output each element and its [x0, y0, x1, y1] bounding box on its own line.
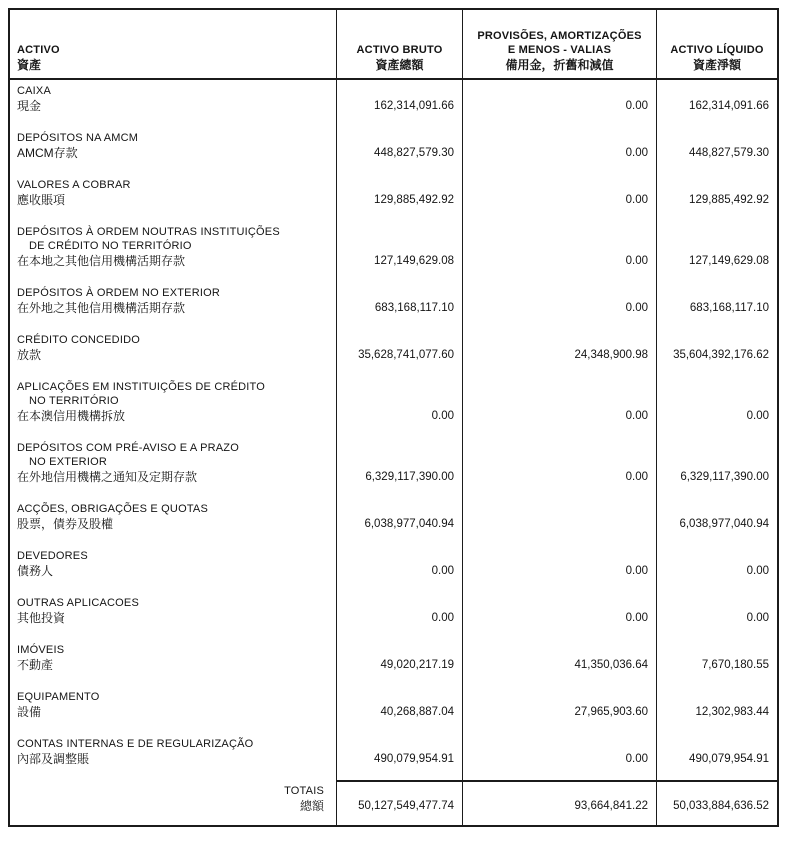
- row-label: [10, 733, 337, 780]
- table-row: [10, 733, 777, 780]
- row-label: [10, 221, 337, 282]
- cell-provisions: 0.00: [463, 733, 657, 780]
- table-row: [10, 376, 777, 437]
- cell-net: 6,329,117,390.00: [680, 471, 769, 483]
- column-header-activo-bruto: [337, 10, 463, 78]
- column-header-provisoes-zh: 備用金，折舊和減值: [505, 58, 614, 72]
- cell-net: 448,827,579.30: [689, 147, 769, 159]
- cell-provisions: 0.00: [463, 592, 657, 639]
- cell-gross: 0.00: [337, 545, 463, 592]
- table-row: [10, 639, 777, 686]
- cell-provisions: 0.00: [463, 282, 657, 329]
- cell-provisions: 0.00: [463, 437, 657, 498]
- cell-provisions: 0.00: [463, 376, 657, 437]
- row-label-zh: 在外地之其他信用機構活期存款: [17, 301, 186, 315]
- table-header: [10, 10, 777, 80]
- row-label: [10, 282, 337, 329]
- row-label-pt: DEPÓSITOS COM PRÉ-AVISO E A PRAZO: [17, 442, 239, 454]
- row-label-zh: 在本澳信用機構拆放: [17, 409, 126, 423]
- cell-gross: 6,038,977,040.94: [337, 498, 463, 545]
- cell-gross: 448,827,579.30: [337, 127, 463, 174]
- cell-gross: 0.00: [337, 376, 463, 437]
- row-label-zh: 設備: [17, 705, 42, 719]
- cell-net: 127,149,629.08: [689, 255, 769, 267]
- row-label: [10, 686, 337, 733]
- row-label: [10, 376, 337, 437]
- row-label-pt: ACÇÕES, OBRIGAÇÕES E QUOTAS: [17, 503, 209, 515]
- cell-gross: 683,168,117.10: [337, 282, 463, 329]
- table-row: [10, 592, 777, 639]
- cell-provisions: 0.00: [463, 80, 657, 127]
- column-header-provisoes-pt-line2: E MENOS - VALIAS: [507, 44, 612, 56]
- table-row: [10, 127, 777, 174]
- row-label-zh: 其他投資: [17, 611, 66, 625]
- cell-gross: 49,020,217.19: [337, 639, 463, 686]
- cell-net: 12,302,983.44: [695, 706, 769, 718]
- table-row: [10, 498, 777, 545]
- row-label-zh: 不動產: [17, 658, 54, 672]
- table-row: [10, 80, 777, 127]
- cell-gross: 162,314,091.66: [337, 80, 463, 127]
- totals-label-pt: TOTAIS: [284, 785, 324, 797]
- row-label: [10, 639, 337, 686]
- row-label-pt: DEVEDORES: [17, 550, 88, 562]
- row-label-pt: CRÉDITO CONCEDIDO: [17, 334, 140, 346]
- row-label-pt: CONTAS INTERNAS E DE REGULARIZAÇÃO: [17, 738, 254, 750]
- row-label-zh: 應收賬項: [17, 193, 66, 207]
- row-label-pt: EQUIPAMENTO: [17, 691, 100, 703]
- column-header-provisoes: [463, 10, 657, 78]
- row-label-zh: 債務人: [17, 564, 54, 578]
- totals-label: [10, 780, 337, 825]
- totals-row: [10, 780, 777, 825]
- cell-provisions: 0.00: [463, 221, 657, 282]
- row-label-pt: OUTRAS APLICACOES: [17, 597, 139, 609]
- table-row: [10, 174, 777, 221]
- row-label-pt: DE CRÉDITO NO TERRITÓRIO: [29, 240, 192, 252]
- table-row: [10, 221, 777, 282]
- cell-gross: 0.00: [337, 592, 463, 639]
- totals-provisions-value: 93,664,841.22: [463, 780, 657, 825]
- row-label-zh: AMCM存款: [17, 146, 78, 160]
- cell-gross: 40,268,887.04: [337, 686, 463, 733]
- column-header-activo-pt: ACTIVO: [17, 44, 60, 56]
- cell-gross: 490,079,954.91: [337, 733, 463, 780]
- table-row: [10, 282, 777, 329]
- row-label-pt: DEPÓSITOS À ORDEM NO EXTERIOR: [17, 287, 221, 299]
- totals-gross-value: 50,127,549,477.74: [337, 780, 463, 825]
- cell-net: 0.00: [746, 410, 769, 422]
- assets-table: [8, 8, 779, 827]
- column-header-activo-liquido-pt: ACTIVO LÍQUIDO: [670, 44, 764, 56]
- row-label-zh: 現金: [17, 99, 42, 113]
- column-header-activo-liquido-zh: 資產淨額: [692, 58, 741, 72]
- row-label: [10, 127, 337, 174]
- totals-net-value: 50,033,884,636.52: [657, 780, 777, 825]
- row-label-pt: DEPÓSITOS NA AMCM: [17, 132, 139, 144]
- row-label-pt: NO TERRITÓRIO: [29, 395, 119, 407]
- row-label: [10, 174, 337, 221]
- cell-provisions: 41,350,036.64: [463, 639, 657, 686]
- row-label-pt: VALORES A COBRAR: [17, 179, 131, 191]
- row-label-pt: CAIXA: [17, 85, 52, 97]
- cell-net: 683,168,117.10: [689, 302, 769, 314]
- cell-net: 0.00: [746, 565, 769, 577]
- row-label-zh: 內部及調整賬: [17, 752, 90, 766]
- row-label: [10, 498, 337, 545]
- row-label-pt: NO EXTERIOR: [29, 456, 107, 468]
- cell-provisions: 27,965,903.60: [463, 686, 657, 733]
- cell-net: 6,038,977,040.94: [679, 518, 769, 530]
- cell-provisions: [463, 498, 657, 545]
- row-label: [10, 592, 337, 639]
- row-label-pt: APLICAÇÕES EM INSTITUIÇÕES DE CRÉDITO: [17, 381, 266, 393]
- column-header-activo: [10, 10, 337, 78]
- row-label: [10, 80, 337, 127]
- column-header-activo-bruto-pt: ACTIVO BRUTO: [356, 44, 443, 56]
- row-label-zh: 股票，債券及股權: [17, 517, 114, 531]
- column-header-activo-liquido: [657, 10, 777, 78]
- cell-net: 0.00: [746, 612, 769, 624]
- totals-label-zh: 總額: [299, 799, 324, 813]
- row-label-zh: 放款: [17, 348, 42, 362]
- row-label: [10, 437, 337, 498]
- table-row: [10, 686, 777, 733]
- row-label-zh: 在外地信用機構之通知及定期存款: [17, 470, 198, 484]
- cell-net: 35,604,392,176.62: [673, 349, 769, 361]
- cell-provisions: 24,348,900.98: [463, 329, 657, 376]
- cell-provisions: 0.00: [463, 545, 657, 592]
- row-label-pt: IMÓVEIS: [17, 644, 65, 656]
- table-body: [10, 80, 777, 780]
- table-row: [10, 329, 777, 376]
- cell-net: 490,079,954.91: [689, 753, 769, 765]
- cell-provisions: 0.00: [463, 127, 657, 174]
- cell-gross: 35,628,741,077.60: [337, 329, 463, 376]
- cell-net: 162,314,091.66: [689, 100, 769, 112]
- cell-gross: 129,885,492.92: [337, 174, 463, 221]
- column-header-activo-bruto-zh: 資產總額: [375, 58, 424, 72]
- column-header-activo-zh: 資產: [17, 58, 42, 72]
- table-row: [10, 437, 777, 498]
- row-label-pt: DEPÓSITOS À ORDEM NOUTRAS INSTITUIÇÕES: [17, 226, 280, 238]
- row-label: [10, 329, 337, 376]
- row-label-zh: 在本地之其他信用機構活期存款: [17, 254, 186, 268]
- column-header-provisoes-pt-line1: PROVISÕES, AMORTIZAÇÕES: [477, 30, 642, 42]
- cell-net: 7,670,180.55: [701, 659, 769, 671]
- cell-gross: 127,149,629.08: [337, 221, 463, 282]
- cell-provisions: 0.00: [463, 174, 657, 221]
- cell-gross: 6,329,117,390.00: [337, 437, 463, 498]
- cell-net: 129,885,492.92: [689, 194, 769, 206]
- table-row: [10, 545, 777, 592]
- row-label: [10, 545, 337, 592]
